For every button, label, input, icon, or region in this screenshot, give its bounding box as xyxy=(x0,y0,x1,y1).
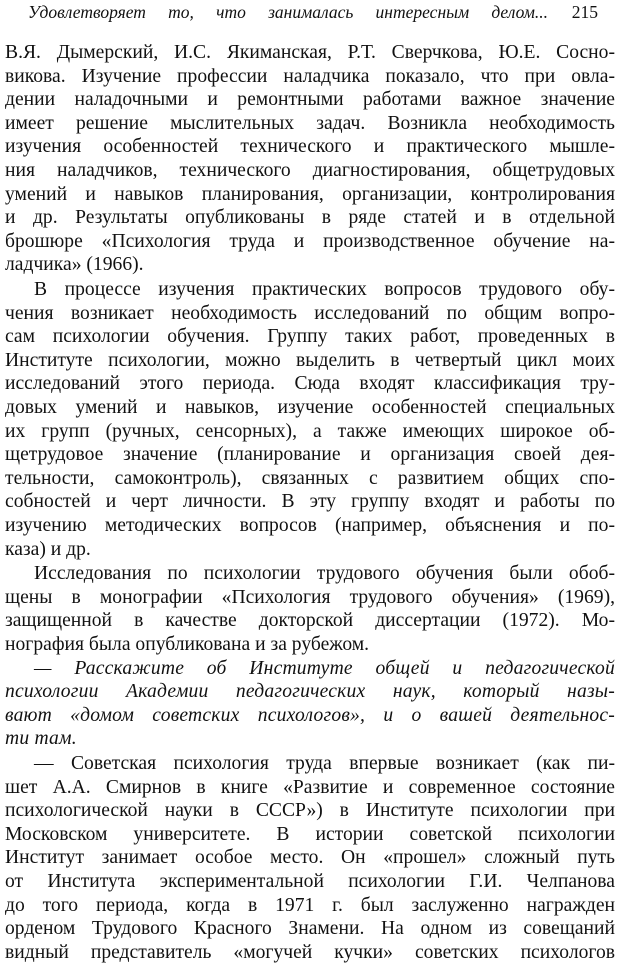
text-line: дении наладочными и ремонтными работами важное значение xyxy=(5,89,615,111)
text-line: щены в монографии «Психология трудового обучения» (1969), xyxy=(5,586,615,608)
text-line: Институт занимает особое место. Он «прошел» сложный путь xyxy=(5,847,615,869)
paragraph-first-line: В процессе изучения практических вопросов трудового обу- xyxy=(34,279,615,300)
page-number: 215 xyxy=(571,2,598,22)
text-line: их групп (ручных, сенсорных), а также имеющих широкое об- xyxy=(5,420,615,442)
text-line: имеет решение мыслительных задач. Возникла необходимость xyxy=(5,112,615,134)
text-line: психологической науки в СССР») в Институте психологии при xyxy=(5,800,615,822)
text-line: Институте психологии, можно выделить в четвертый цикл моих xyxy=(5,349,615,371)
text-line: шет А.А. Смирнов в книге «Развитие и современное состояние xyxy=(5,776,615,798)
text-line: викова. Изучение профессии наладчика показало, что при овла- xyxy=(5,65,615,87)
text-line: нография была опубликована и за рубежом. xyxy=(5,634,370,655)
text-line: каза) и др. xyxy=(5,538,91,560)
text-line: собностей и черт личности. В эту группу входят и работы по xyxy=(5,491,615,513)
text-line: тельности, самоконтроль), связанных с развитием общих спо- xyxy=(5,467,615,489)
paragraph-first-line: Исследования по психологии трудового обучения были обоб- xyxy=(34,563,615,585)
text-line: орденом Трудового Красного Знамени. На одном из совещаний xyxy=(5,918,615,940)
interview-question-line: ти там. xyxy=(5,728,77,750)
interview-question-line: — Расскажите об Институте общей и педагогической xyxy=(34,657,615,679)
text-line: ния наладчиков, технического диагностирования, общетрудовых xyxy=(5,160,615,181)
text-line: брошюре «Психология труда и производственное обучение на- xyxy=(5,230,615,252)
text-line: видный представитель «могучей кучки» советских психологов xyxy=(5,941,615,963)
text-line: Московском университете. В истории советской психологии xyxy=(5,823,615,845)
interview-question-line: вают «домом советских психологов», и о вашей деятельнос- xyxy=(5,704,615,726)
text-line: исследований этого периода. Сюда входят классификация тру- xyxy=(5,373,615,395)
text-line: В.Я. Дымерский, И.С. Якиманская, Р.Т. Сверчкова, Ю.Е. Сосно- xyxy=(5,42,615,63)
text-line: от Института экспериментальной психологии Г.И. Челпанова xyxy=(5,871,615,892)
text-line: щетрудовое значение (планирование и организация своей дея- xyxy=(5,444,615,466)
text-line: защищенной в качестве докторской диссертации (1972). Мо- xyxy=(5,610,615,632)
page-header xyxy=(0,2,620,28)
text-line: чения возникает необходимость исследований по общим вопро- xyxy=(5,302,615,324)
text-line: ладчика» (1966). xyxy=(5,254,144,276)
text-line: умений и навыков планирования, организации, контролирования xyxy=(5,183,615,205)
interview-question-line: психологии Академии педагогических наук, который назы- xyxy=(5,681,615,703)
running-title: Удовлетворяет то, что занималась интересным делом... xyxy=(28,2,548,22)
paragraph-first-line: — Советская психология труда впервые возникает (как пи- xyxy=(34,753,615,774)
text-line: довых умений и навыков, изучение особенностей специальных xyxy=(5,397,615,418)
text-line: и др. Результаты опубликованы в ряде статей и в отдельной xyxy=(5,207,615,229)
text-line: до того периода, когда в 1971 г. был заслуженно награжден xyxy=(5,894,615,916)
text-line: сам психологии обучения. Группу таких работ, проведенных в xyxy=(5,326,615,348)
text-line: изучению методических вопросов (например, объяснения и по- xyxy=(5,515,615,536)
text-line: изучения особенностей технического и практического мышле- xyxy=(5,136,615,158)
